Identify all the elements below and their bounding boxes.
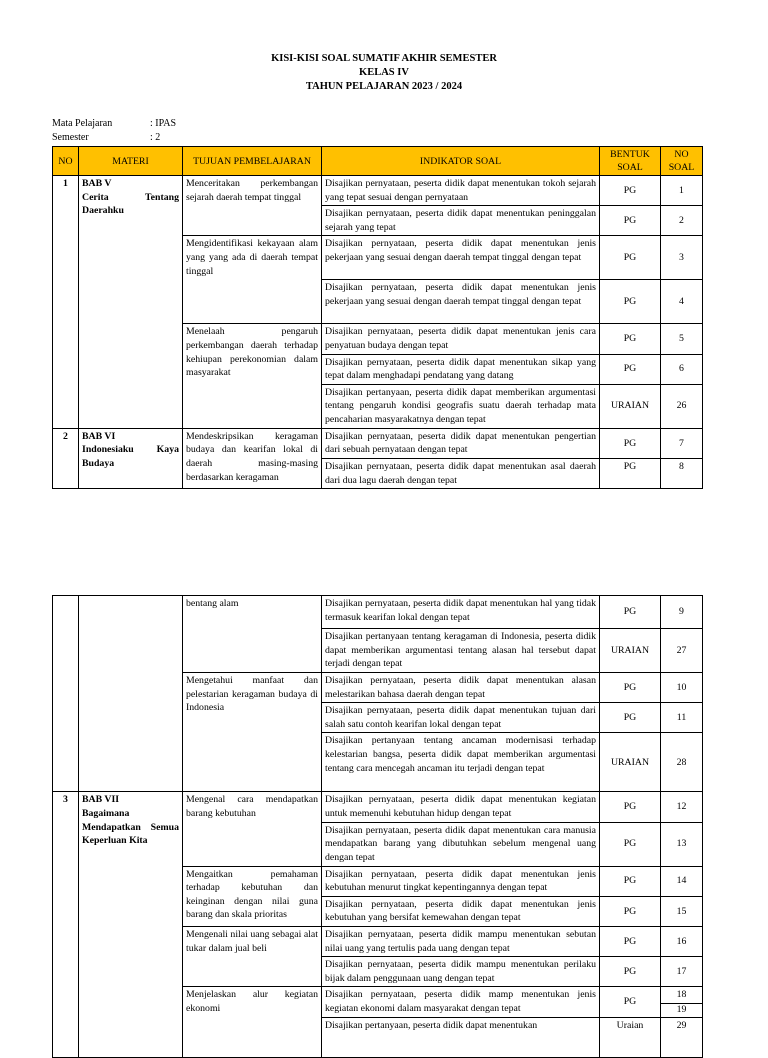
- bentuk-cell: PG: [600, 926, 661, 956]
- nosoal-cell: 17: [661, 957, 703, 987]
- row-number: [53, 596, 79, 792]
- tujuan-cell: Mengaitkan pemahaman terhadap kebutuhan dan keinginan dengan nilai guna barang dan skala prioritas: [183, 866, 322, 926]
- col-header-indikator: INDIKATOR SOAL: [322, 147, 600, 176]
- indikator-cell: Disajikan pernyataan, peserta didik dapat menentukan jenis pekerjaan yang sesuai dengan daerah tempat tinggal dengan tepat: [322, 236, 600, 280]
- indikator-cell: Disajikan pernyataan, peserta didik dapat menentukan alasan melestarikan bahasa daerah dengan tepat: [322, 673, 600, 703]
- doc-title: KISI-KISI SOAL SUMATIF AKHIR SEMESTER: [271, 53, 497, 64]
- nosoal-cell: 8: [661, 458, 703, 488]
- indikator-cell: Disajikan pernyataan, peserta didik mampu menentukan sebutan nilai uang yang tertulis pada uang dengan tepat: [322, 926, 600, 956]
- nosoal-cell: 18: [661, 987, 703, 1004]
- col-header-nosoal: NO SOAL: [661, 147, 703, 176]
- materi-cell: [79, 428, 183, 488]
- nosoal-cell: 12: [661, 792, 703, 822]
- indikator-cell: Disajikan pernyataan, peserta didik dapat menentukan jenis cara penyatuan budaya dengan tepat: [322, 324, 600, 354]
- doc-year: TAHUN PELAJARAN 2023 / 2024: [305, 81, 463, 92]
- bentuk-cell: PG: [600, 458, 661, 488]
- tujuan-cell: Menelaah pengaruh perkembangan daerah terhadap kehiupan perekonomian dalam masyarakat: [183, 324, 322, 428]
- bentuk-cell: PG: [600, 280, 661, 324]
- bentuk-cell: PG: [600, 822, 661, 866]
- bentuk-cell: PG: [600, 866, 661, 896]
- nosoal-cell: 11: [661, 703, 703, 733]
- tujuan-cell: Mengidentifikasi kekayaan alam yang yang ada di daerah tempat tinggal: [183, 236, 322, 324]
- table-row: [53, 596, 703, 629]
- row-number: 2: [53, 428, 79, 488]
- indikator-cell: Disajikan pernyataan, peserta didik dapat menentukan sikap yang tepat dalam menghadapi pendatang yang datang: [322, 354, 600, 384]
- indikator-cell: Disajikan pernyataan, peserta didik dapat menentukan peninggalan sejarah yang tepat: [322, 206, 600, 236]
- materi-cell: [79, 596, 183, 792]
- nosoal-cell: 28: [661, 733, 703, 792]
- table-row: [53, 428, 703, 458]
- indikator-cell: Disajikan pertanyaan, peserta didik dapat memberikan argumentasi tentang pengaruh kondisi geografis suatu daerah terhadap mata pencaharian masyarakatnya dengan tepat: [322, 384, 600, 428]
- col-header-tujuan: TUJUAN PEMBELAJARAN: [183, 147, 322, 176]
- materi-cell: [79, 792, 183, 1058]
- tujuan-cell: Mengenal cara mendapatkan barang kebutuhan: [183, 792, 322, 866]
- bentuk-cell: PG: [600, 236, 661, 280]
- bentuk-cell: PG: [600, 896, 661, 926]
- indikator-cell: Disajikan pernyataan, peserta didik dapat menentukan kegiatan untuk memenuhi kebutuhan hidup dengan tepat: [322, 792, 600, 822]
- nosoal-cell: 9: [661, 596, 703, 629]
- bentuk-cell: PG: [600, 792, 661, 822]
- subject-label: Mata Pelajaran: [52, 118, 113, 129]
- semester-label: Semester: [52, 132, 89, 143]
- tujuan-cell: bentang alam: [183, 596, 322, 673]
- doc-class: KELAS IV: [359, 67, 409, 78]
- grid-table-page2: [52, 595, 703, 1058]
- table-row: [53, 176, 703, 206]
- indikator-cell: Disajikan pernyataan, peserta didik mampu menentukan perilaku bijak dalam penggunaan uang dengan tepat: [322, 957, 600, 987]
- indikator-cell: Disajikan pernyataan, peserta didik dapat menentukan tokoh sejarah yang tepat sesuai dengan pernyataan: [322, 176, 600, 206]
- bentuk-cell: URAIAN: [600, 733, 661, 792]
- nosoal-cell: 2: [661, 206, 703, 236]
- nosoal-cell: 19: [661, 1003, 703, 1017]
- grid-table-page1: [52, 146, 703, 489]
- bentuk-cell: PG: [600, 428, 661, 458]
- tujuan-cell: Mengenali nilai uang sebagai alat tukar dalam jual beli: [183, 926, 322, 986]
- tujuan-cell: Mendeskripsikan keragaman budaya dan kearifan lokal di daerah masing-masing berdasarkan keragaman: [183, 428, 322, 488]
- indikator-cell: Disajikan pernyataan, peserta didik dapat menentukan asal daerah dari dua lagu daerah dengan tepat: [322, 458, 600, 488]
- materi-text: BAB V Cerita Tentang Daerahku: [82, 178, 179, 217]
- tujuan-cell: Menjelaskan alur kegiatan ekonomi: [183, 987, 322, 1058]
- indikator-cell: Disajikan pernyataan, peserta didik dapat menentukan cara manusia mendapatkan barang yang dibutuhkan sebelum mengenal uang dengan tepat: [322, 822, 600, 866]
- col-header-no: NO: [53, 147, 79, 176]
- col-header-bentuk: BENTUK SOAL: [600, 147, 661, 176]
- nosoal-cell: 6: [661, 354, 703, 384]
- nosoal-cell: 5: [661, 324, 703, 354]
- tujuan-cell: Mengetahui manfaat dan pelestarian keragaman budaya di Indonesia: [183, 673, 322, 792]
- nosoal-cell: 26: [661, 384, 703, 428]
- bentuk-cell: PG: [600, 176, 661, 206]
- bentuk-cell: PG: [600, 324, 661, 354]
- nosoal-cell: 3: [661, 236, 703, 280]
- materi-text: BAB VII Bagaimana Mendapatkan Semua Keperluan Kita: [82, 794, 179, 847]
- indikator-cell: Disajikan pernyataan, peserta didik mamp menentukan jenis kegiatan ekonomi dalam masyarakat dengan tepat: [322, 987, 600, 1018]
- indikator-cell: Disajikan pertanyaan tentang keragaman di Indonesia, peserta didik dapat memberikan argumentasi tentang alasan hal tersebut dapat terjadi dengan tepat: [322, 629, 600, 673]
- subject-line: [52, 117, 176, 130]
- col-header-materi: MATERI: [79, 147, 183, 176]
- bentuk-cell: URAIAN: [600, 629, 661, 673]
- bentuk-cell: PG: [600, 354, 661, 384]
- nosoal-cell: 4: [661, 280, 703, 324]
- indikator-cell: Disajikan pernyataan, peserta didik dapat menentukan hal yang tidak termasuk kearifan lokal dengan tepat: [322, 596, 600, 629]
- nosoal-cell: 7: [661, 428, 703, 458]
- nosoal-cell: 15: [661, 896, 703, 926]
- bentuk-cell: URAIAN: [600, 384, 661, 428]
- indikator-cell: Disajikan pernyataan, peserta didik dapat menentukan pengertian dari sebuah pernyataan dengan tepat: [322, 428, 600, 458]
- row-number: 3: [53, 792, 79, 1058]
- materi-cell: [79, 176, 183, 429]
- bentuk-cell: PG: [600, 987, 661, 1018]
- bentuk-cell: Uraian: [600, 1017, 661, 1057]
- nosoal-cell: 13: [661, 822, 703, 866]
- indikator-cell: Disajikan pernyataan, peserta didik dapat menentukan tujuan dari salah satu contoh kearifan lokal dengan tepat: [322, 703, 600, 733]
- nosoal-cell: 29: [661, 1017, 703, 1057]
- bentuk-cell: PG: [600, 673, 661, 703]
- nosoal-cell: 10: [661, 673, 703, 703]
- subject-value: : IPAS: [150, 118, 177, 129]
- indikator-cell: Disajikan pertanyaan, peserta didik dapat menentukan: [322, 1017, 600, 1057]
- nosoal-cell: 1: [661, 176, 703, 206]
- indikator-cell: Disajikan pernyataan, peserta didik dapat menentukan jenis kebutuhan menurut tingkat kepentingannya dengan tepat: [322, 866, 600, 896]
- nosoal-cell: 27: [661, 629, 703, 673]
- indikator-cell: Disajikan pernyataan, peserta didik dapat menentukan jenis kebutuhan yang bersifat kemewahan dengan tepat: [322, 896, 600, 926]
- bentuk-cell: PG: [600, 206, 661, 236]
- bentuk-cell: PG: [600, 703, 661, 733]
- indikator-cell: Disajikan pertanyaan tentang ancaman modernisasi terhadap kelestarian bangsa, peserta didik dapat memberikan argumentasi tentang cara mencegah ancaman itu terjadi dengan tepat: [322, 733, 600, 792]
- semester-value: : 2: [150, 132, 161, 143]
- nosoal-cell: 16: [661, 926, 703, 956]
- bentuk-cell: PG: [600, 957, 661, 987]
- row-number: 1: [53, 176, 79, 429]
- table-row: [53, 792, 703, 822]
- nosoal-cell: 14: [661, 866, 703, 896]
- indikator-cell: Disajikan pernyataan, peserta didik dapat menentukan jenis pekerjaan yang sesuai dengan daerah tempat tinggal dengan tepat: [322, 280, 600, 324]
- table-header-row: [53, 147, 703, 176]
- bentuk-cell: PG: [600, 596, 661, 629]
- materi-text: BAB VI Indonesiaku Kaya Budaya: [82, 430, 179, 469]
- semester-line: [52, 131, 160, 144]
- tujuan-cell: Menceritakan perkembangan sejarah daerah tempat tinggal: [183, 176, 322, 236]
